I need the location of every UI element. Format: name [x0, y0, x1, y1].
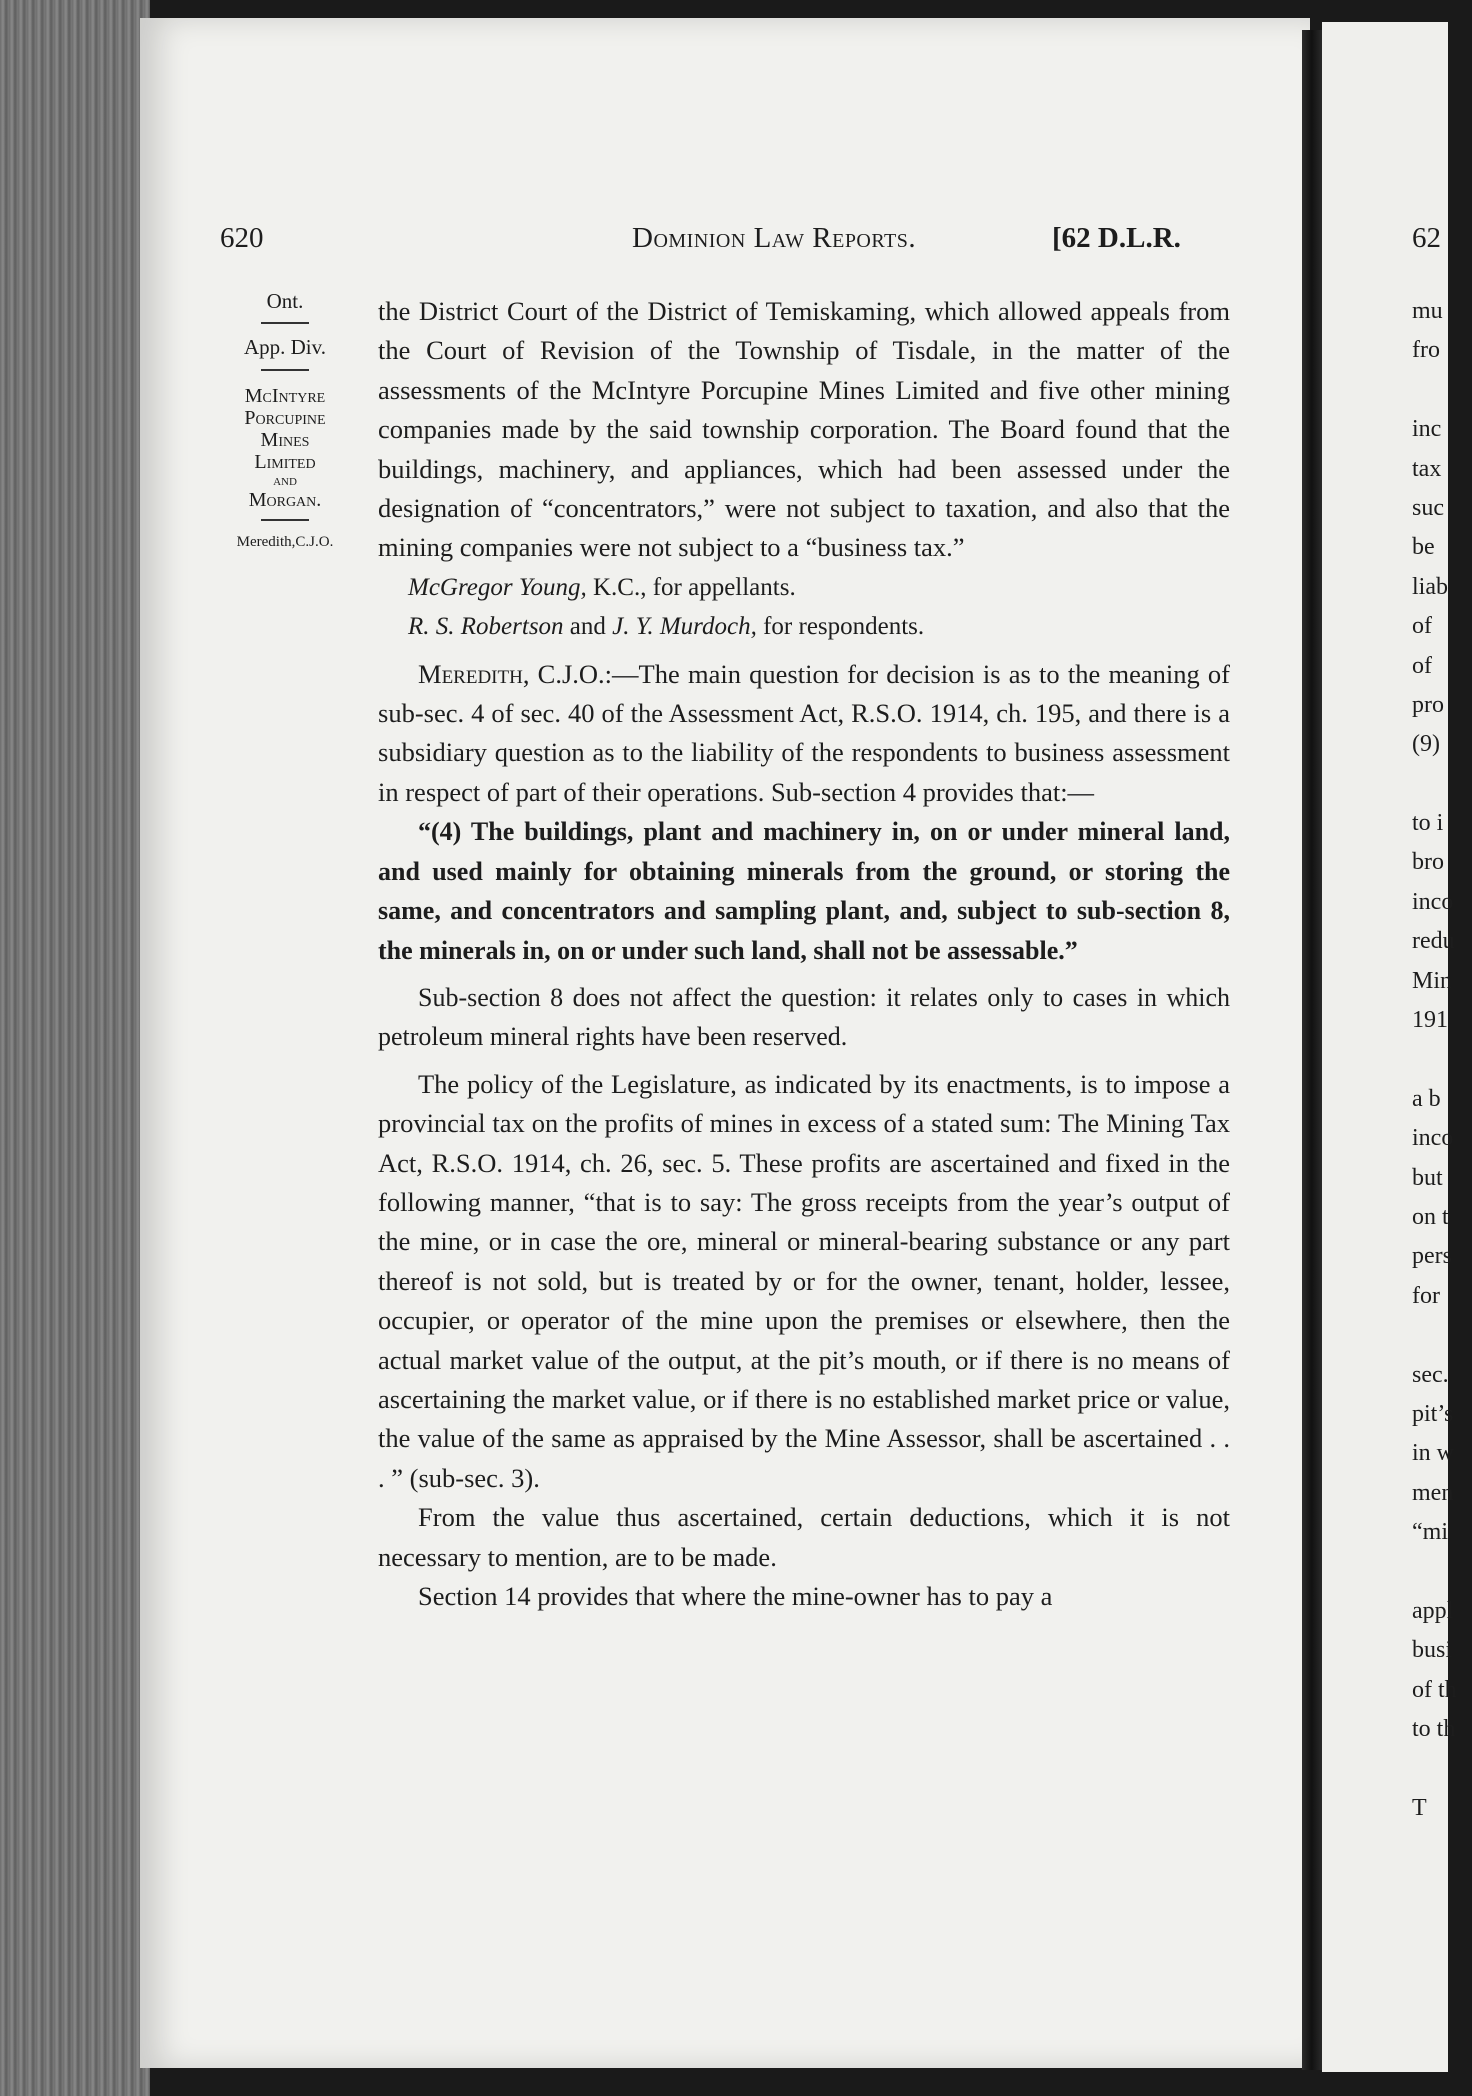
paragraph-statute-quote: “(4) The buildings, plant and machinery in, on or under mineral land, and used mainly for obtaining minerals from the ground, or storing the same, and concentrators and sampling plant, and, subject to sub-section 8, the minerals in, on or under such land, shall not be assessable.” [378, 817, 1230, 965]
paragraph-section-14: Section 14 provides that where the mine-owner has to pay a [418, 1581, 1053, 1611]
running-title: Dominion Law Reports. [632, 222, 917, 254]
fragment-line: pers [1412, 1243, 1452, 1270]
fragment-line: sec. [1412, 1361, 1449, 1388]
fragment-line: busi [1412, 1637, 1453, 1664]
counsel-text: for respondents. [756, 613, 925, 641]
fragment-line: inco [1412, 1125, 1454, 1152]
margin-judge: Meredith,C.J.O. [236, 534, 334, 550]
fragment-line: a b [1412, 1085, 1441, 1112]
fragment-line: to th [1412, 1716, 1456, 1743]
fragment-line: in w [1412, 1440, 1454, 1467]
case-line: and [273, 472, 297, 489]
counsel-text: and [563, 613, 613, 641]
page-number: 620 [220, 222, 264, 254]
fragment-line: liab [1412, 573, 1448, 600]
counsel-name: J. Y. Murdoch, [612, 613, 757, 641]
fragment-line: of th [1412, 1676, 1457, 1703]
body-text [378, 292, 1230, 1616]
paragraph-intro: the District Court of the District of Temiskaming, which allowed appeals from the Court of Revision of the Township of Tisdale, in the matter of the assessments of the McIntyre Porcupine Mines Limited and five other mining companies made by the said township corporation. The Board found that the buildings, machinery, and appliances, which had been assessed under the designation of “concentrators,” were not subject to taxation, and also that the mining companies were not subject to a “business tax.” [378, 296, 1230, 563]
fragment-line [1412, 765, 1472, 804]
fragment-line: of [1412, 613, 1432, 640]
margin-rule [261, 519, 309, 521]
fragment-line: of [1412, 652, 1432, 679]
fragment-line: for [1412, 1282, 1440, 1309]
volume-reference: [62 D.L.R. [1052, 222, 1181, 254]
book-page-edges [0, 0, 150, 2096]
fragment-line: “mi [1412, 1519, 1448, 1546]
right-page-text-fragments [1412, 292, 1472, 1828]
case-line: Morgan. [248, 489, 322, 511]
counsel-appellants [378, 568, 1230, 607]
fragment-line [1412, 1749, 1472, 1788]
fragment-line: bro [1412, 849, 1444, 876]
case-line: Porcupine [244, 406, 326, 429]
judgment-text: C.J.O.:—The main question for decision is as to the meaning of sub-sec. 4 of sec. 40 of the Assessment Act, R.S.O. 1914, ch. 195, and there is a subsidiary question as to the liability of the respondents to business assessment in respect of part of their operations. Sub-section 4 provides that:— [378, 658, 1230, 807]
fragment-line: men [1412, 1479, 1454, 1506]
fragment-line: but [1412, 1164, 1443, 1191]
fragment-line: pit’s [1412, 1400, 1454, 1427]
fragment-line: inc [1412, 416, 1442, 443]
paragraph-judgment-opening [378, 655, 1230, 813]
margin-court: Ont. [266, 289, 304, 313]
fragment-line: pro [1412, 691, 1444, 718]
fragment-line: to i [1412, 810, 1444, 837]
fragment-line: redu [1412, 928, 1455, 955]
margin-rule [261, 322, 309, 324]
counsel-text: K.C., for appellants. [586, 573, 796, 601]
fragment-line: mu [1412, 298, 1443, 324]
fragment-line: suc [1412, 494, 1444, 521]
fragment-line [1412, 371, 1472, 410]
fragment-line: fro [1412, 337, 1440, 364]
fragment-line: on t [1412, 1203, 1449, 1230]
paragraph-deductions: From the value thus ascertained, certain deductions, which it is not necessary to mention, are to be made. [378, 1502, 1230, 1572]
margin-division: App. Div. [243, 335, 327, 360]
margin-case-name [210, 385, 360, 512]
case-line: McIntyre [244, 384, 326, 407]
paragraph-subsection-8: Sub-section 8 does not affect the question: it relates only to cases in which petroleum mineral rights have been reserved. [378, 982, 1230, 1052]
counsel-respondents [378, 607, 1230, 646]
fragment-line: T [1412, 1794, 1427, 1821]
fragment-line: appl [1412, 1597, 1454, 1624]
fragment-line [1412, 1040, 1472, 1079]
margin-notes [210, 288, 360, 552]
fragment-line: be [1412, 534, 1435, 561]
fragment-line [1412, 1553, 1472, 1592]
fragment-line: inco [1412, 888, 1454, 915]
fragment-line [1412, 1316, 1472, 1355]
fragment-line: 191 [1412, 1007, 1448, 1034]
fragment-line: (9) [1412, 731, 1440, 758]
page-header [0, 222, 1448, 262]
fragment-line: tax [1412, 455, 1442, 482]
right-page-number-fragment: 62 [1412, 222, 1441, 254]
margin-rule [261, 369, 309, 371]
case-line: Mines [260, 428, 310, 451]
judge-name: Meredith, [418, 658, 530, 689]
case-line: Limited [254, 450, 316, 473]
paragraph-policy: The policy of the Legislature, as indicated by its enactments, is to impose a provincial tax on the profits of mines in excess of a stated sum: The Mining Tax Act, R.S.O. 1914, ch. 26, sec. 5. These profits are ascertained and fixed in the following manner, “that is to say: The gross receipts from the year’s output of the mine, or in case the ore, mineral or mineral-bearing substance or any part thereof is not sold, but is treated by or for the owner, tenant, holder, lessee, occupier, or operator of the mine upon the premises or elsewhere, then the actual market value of the output, at the pit’s mouth, or if there is no means of ascertaining the market value, or if there is no established market price or value, the value of the same as appraised by the Mine Assessor, shall be ascertained . . . ” (sub-sec. 3). [378, 1068, 1230, 1493]
counsel-name: R. S. Robertson [408, 613, 564, 641]
counsel-name: McGregor Young, [408, 573, 587, 601]
fragment-line: Min [1412, 967, 1453, 994]
